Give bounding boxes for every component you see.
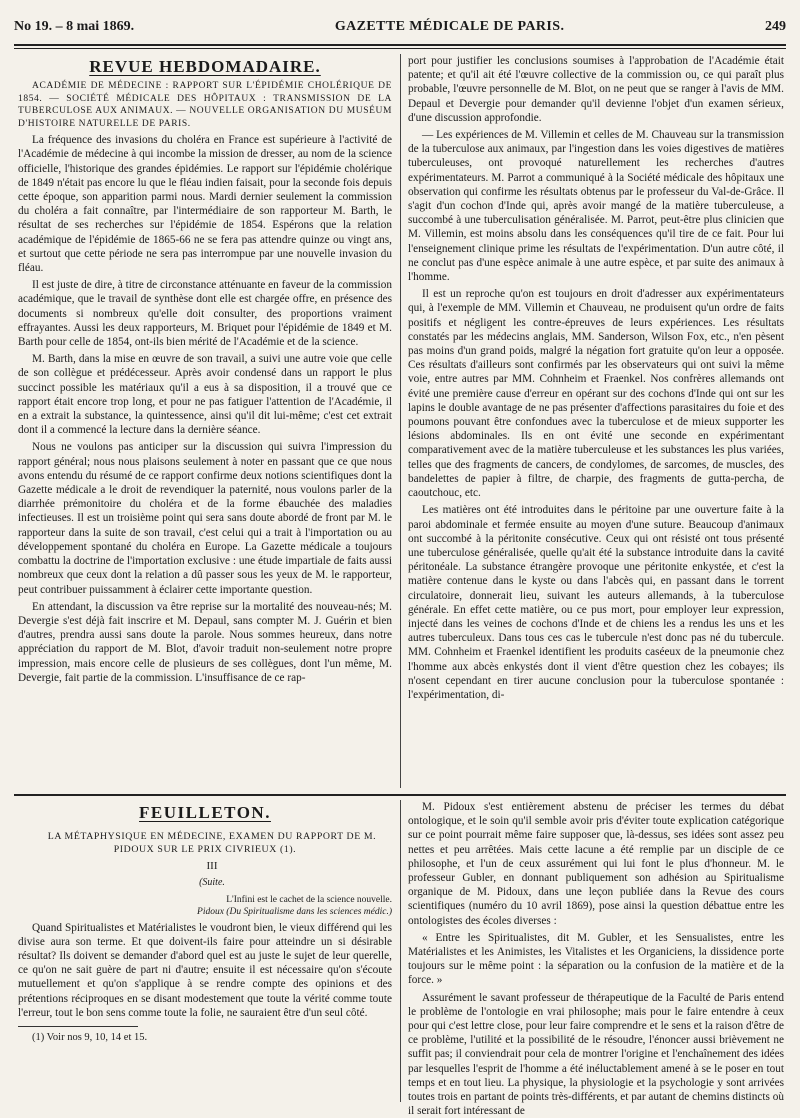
- chapter-number: III: [206, 860, 218, 873]
- epigraph-quote: L'Infini est le cachet de la science nouvelle.: [226, 894, 392, 905]
- column-divider-top: [400, 54, 401, 788]
- continued-label: (Suite.: [199, 877, 225, 889]
- feuilleton-divider: [14, 794, 786, 796]
- feuilleton-right-column: [408, 800, 784, 1118]
- revue-subtitle: ACADÉMIE DE MÉDECINE : RAPPORT SUR L'ÉPIDÉMIE CHOLÉRIQUE DE 1854. — SOCIÉTÉ MÉDICALE DES HÔPITAUX : TRANSMISSION DE LA TUBERCULOSE AUX ANIMAUX. — NOUVELLE ORGANISATION DU MUSÉUM D'HISTOIRE NATURELLE DE PARIS.: [18, 81, 392, 129]
- feuilleton-paragraph: Quand Spiritualistes et Matérialistes le voudront bien, le vieux différend qui les divise aura son terme. Et que doivent-ils faire pour atteindre un si désirable résultat? Ils doivent se demander d'abord quel est au juste le sujet de leur querelle, ce qu'on ne sait guère de part ni d'autre; ensuite il est nécessaire qu'on s'écoute mutuellement et qu'on s'applique à se rendre compte des opinions et des prétentions réciproques en se disant modestement que toute la vérité comme toute l'erreur, tout le bon sens comme toute la folie, ne sauraient être d'un seul côté.: [18, 921, 392, 1019]
- column-divider-bottom: [400, 800, 401, 1102]
- feuilleton-left-column: [18, 800, 392, 1106]
- header-rule-thin: [14, 48, 786, 49]
- epigraph-source: Pidoux (Du Spiritualisme dans les sciences médic.): [197, 906, 392, 917]
- revue-paragraph: En attendant, la discussion va être reprise sur la mortalité des nouveau-nés; M. Devergie s'est déjà fait inscrire et M. Depaul, sans compter M. J. Guérin et bien d'autres, prendra aussi sans doute la parole. Nous sommes heureux, dans notre appréciation du rapport de M. Blot, d'avoir traduit non-seulement notre propre impression, mais encore celle de plusieurs de ses collègues, dont l'un même, M. Devergie, fait partie de la commission. L'insuffisance de ce rap-: [18, 600, 392, 684]
- footnote: (1) Voir nos 9, 10, 14 et 15.: [32, 1032, 148, 1044]
- newspaper-page: [14, 10, 786, 1118]
- page-header: [14, 10, 786, 44]
- revue-left-column: [18, 54, 392, 790]
- feuilleton-paragraph: Assurément le savant professeur de thérapeutique de la Faculté de Paris entend le problème de l'ontologie en vrai philosophe; mais pour le faire entendre à ceux pour qui c'est lettre close, pour leur faire comprendre et le sens et la raison d'être de ce problème, l'utilité et la possibilité de le résoudre, l'énoncer aussi brièvement ne suffit pas; il conviendrait pour cela de montrer l'origine et l'enchaînement des idées par lesquelles l'esprit de l'homme a été inéluctablement amené à se le poser en tout temps et en tout lieu. La physique, la physiologie et la psychologie y sont arrivées toutes trois en partant de points très-différents, et par autant de chemins distincts où il serait fort intéressant de: [408, 991, 784, 1118]
- revue-paragraph: La fréquence des invasions du choléra en France est supérieure à l'activité de l'Académie de médecine à qui incombe la mission de dresser, au nom de la science officielle, l'historique des grandes épidémies. Le rapport sur l'épidémie cholérique de 1849 n'était pas encore lu que le fléau indien faisait, pour la seconde fois depuis cette époque, son apparition parmi nous. Mardi dernier seulement la commission du choléra a fait connaître, par l'intermédiaire de son rapporteur M. Barth, le résultat de ses recherches sur l'épidémie de 1854. Espérons que la relation académique de l'épidémie de 1865-66 ne se fera pas attendre quinze ou vingt ans, et surtout que cette période ne sera pas interrompue par une nouvelle invasion du fléau.: [18, 134, 392, 275]
- revue-paragraph: M. Barth, dans la mise en œuvre de son travail, a suivi une autre voie que celle de son collègue et prédécesseur. Après avoir condensé dans un rapport le plus succinct possible les matériaux qu'il a eus à sa disposition, il a trouvé que ce rapport était encore trop long, et pour ne pas fatiguer l'attention de l'Académie, il en a extrait la substance, la quintessence, ainsi qu'il dit lui-même; c'est cet extrait dont il a commencé la lecture dans la dernière séance.: [18, 353, 392, 437]
- issue-date: No 19. – 8 mai 1869.: [14, 19, 135, 34]
- journal-title: GAZETTE MÉDICALE DE PARIS.: [334, 19, 565, 34]
- feuilleton-title: FEUILLETON.: [139, 803, 271, 822]
- revue-paragraph: Nous ne voulons pas anticiper sur la discussion qui suivra l'impression du rapport général; nous nous plaisons seulement à noter en passant que ce que nous avons entendu du résumé de ce rapport confirme deux notions scientifiques dont la Gazette médicale a le droit de revendiquer la paternité, nous voulons parler de la diarrhée prémonitoire du choléra et de la forme ébauchée des maladies infectieuses. Il est un troisième point qui sera sans doute abordé de front par M. le rapporteur dans la suite de son travail, c'est celui qui a trait à l'importation ou au développement spontané du choléra en Europe. La Gazette médicale a toujours combattu la doctrine de l'importation exclusive : une étude impartiale de faits aussi nombreux que ceux dont la relation a dû passer sous les yeux de M. le rapporteur, peut contribuer puissamment à éclairer cette importante question.: [18, 441, 392, 596]
- revue-right-column: [408, 54, 784, 790]
- feuilleton-paragraph: « Entre les Spiritualistes, dit M. Gubler, et les Sensualistes, entre les Matérialistes et les Animistes, les Vitalistes et les Organiciens, la dissidence porte toujours sur le même point : la séparation ou la confusion de la matière et de la force. »: [408, 931, 784, 987]
- revue-paragraph: Il est juste de dire, à titre de circonstance atténuante en faveur de la commission académique, que le travail de synthèse dont elle est chargée offre, en présence des documents si nombreux qu'elle doit consulter, des proportions vraiment effrayantes. Aussi les deux rapporteurs, M. Briquet pour l'épidémie de 1849 et M. Barth pour celle de 1854, ont-ils bien mérité de l'Académie et de la science.: [18, 279, 392, 349]
- page-number: 249: [765, 19, 786, 34]
- revue-paragraph: Les matières ont été introduites dans le péritoine par une ouverture faite à la paroi abdominale et fermée ensuite au moyen d'une suture. Beaucoup d'animaux ont succombé à la péritonite consécutive. Ceux qui ont résisté ont tous présenté une tuberculose généralisée, quelle qu'ait été la substance introduite dans la cavité péritonéale. La substance étrangère provoque une péritonite enkystée, et c'est la matière contenue dans le kyste ou dans l'abcès qui, en passant dans le torrent circulatoire, donnerait lieu, suivant les auteurs allemands, à la tuberculose générale. En effet cette matière, ou ce pus mort, pour employer leur expression, injecté dans les veines de cochons d'Inde et de chiens les a rendus les uns et les autres tuberculeux. Dans tous ces cas le tubercule n'est donc pas né du tubercule. MM. Cohnheim et Fraenkel identifient les produits caséeux de la pneumonie chez l'homme aux abcès enkystés dont il vient d'être question chez les cobayes; ils n'osent cependant en tirer aucune conclusion pour la tuberculose spontanée : l'expérimentation, di-: [408, 504, 784, 701]
- revue-paragraph: Il est un reproche qu'on est toujours en droit d'adresser aux expérimentateurs qui, à l'exemple de MM. Villemin et Chauveau, ne produisent qu'un ordre de faits positifs et négligent les contre-épreuves de leurs expériences. Les résultats constatés par les médecins anglais, MM. Sanderson, Wilson Fox, etc., n'en pèsent pas moins d'un grand poids, malgré la négation fort gratuite qu'on leur a opposée. Ces résultats d'ailleurs sont confirmés par les observateurs qui ont suivi la même voie, entre autres par MM. Cohnheim et Fraenkel. Nos confrères allemands ont évité une première cause d'erreur en opérant sur des cochons d'Inde qui ont sur les lapins le double avantage de ne pas présenter d'affections parasitaires du foie et des poumons pouvant être confondues avec la tuberculose et de mieux supporter les lésions abdominales. Ils en ont évité une seconde en expérimentant comparativement avec de la matière tuberculeuse et les substances les plus variées, telles que des fragments de cancers, de condylomes, de sarcomes, de muscles, des bandelettes de papier à filtre, de charpie, des fragments de gutta-percha, de caoutchouc, etc.: [408, 288, 784, 500]
- header-rule: [14, 44, 786, 46]
- footnote-rule: [18, 1026, 138, 1027]
- feuilleton-paragraph: M. Pidoux s'est entièrement abstenu de préciser les termes du débat ontologique, et le soin qu'il semble avoir pris d'éviter toute explication catégorique sur ce point pourrait même faire supposer que, là-dessus, ses idées sont assez peu nettes et peu arrêtées. Mais cette lacune a été remplie par un disciple de ce philosophe, et l'un de ceux assurément qui lui font le plus d'honneur. M. le professeur Gubler, en donnant publiquement son adhésion au Spiritualisme organique de M. Pidoux, dans une leçon publiée dans la Revue des cours scientifiques (numéro du 10 avril 1869), pose ainsi la question débattue entre les ontologistes des écoles diverses :: [408, 801, 784, 927]
- revue-paragraph: port pour justifier les conclusions soumises à l'approbation de l'Académie était patente; et qu'il ait été l'œuvre collective de la commission ou, ce qui paraît plus probable, l'œuvre personnelle de M. Blot, on ne peut que se ranger à l'avis de MM. Depaul et Devergie pour demander qu'il devienne l'objet d'un examen sérieux, d'une discussion approfondie.: [408, 55, 784, 124]
- feuilleton-subtitle: LA MÉTAPHYSIQUE EN MÉDECINE, EXAMEN DU RAPPORT DE M. PIDOUX SUR LE PRIX CIVRIEUX (1).: [47, 831, 377, 856]
- revue-title: REVUE HEBDOMADAIRE.: [89, 57, 321, 76]
- epigraph: [18, 894, 392, 918]
- revue-paragraph: — Les expériences de M. Villemin et celles de M. Chauveau sur la transmission de la tuberculose aux animaux, par l'ingestion dans les voies digestives de matières tuberculeuses, ont provoqué naturellement les recherches d'autres expérimentateurs. M. Parrot a communiqué à la Société médicale des hôpitaux une observation qui confirme les résultats obtenus par le professeur du Val-de-Grâce. Il s'agit d'un cochon d'Inde qui, après avoir mangé de la matière tuberculeuse, a succombé à une tuberculisation généralisée. M. Parrot, peut-être plus clinicien que M. Villemin, est moins absolu dans les conséquences qu'il tire de ce fait. Pour lui l'enseignement clinique prime les résultats de l'expérimentation. D'un autre côté, il ne conclut pas d'une espèce animale à une autre espèce, et par suite des animaux à l'homme.: [408, 129, 784, 284]
